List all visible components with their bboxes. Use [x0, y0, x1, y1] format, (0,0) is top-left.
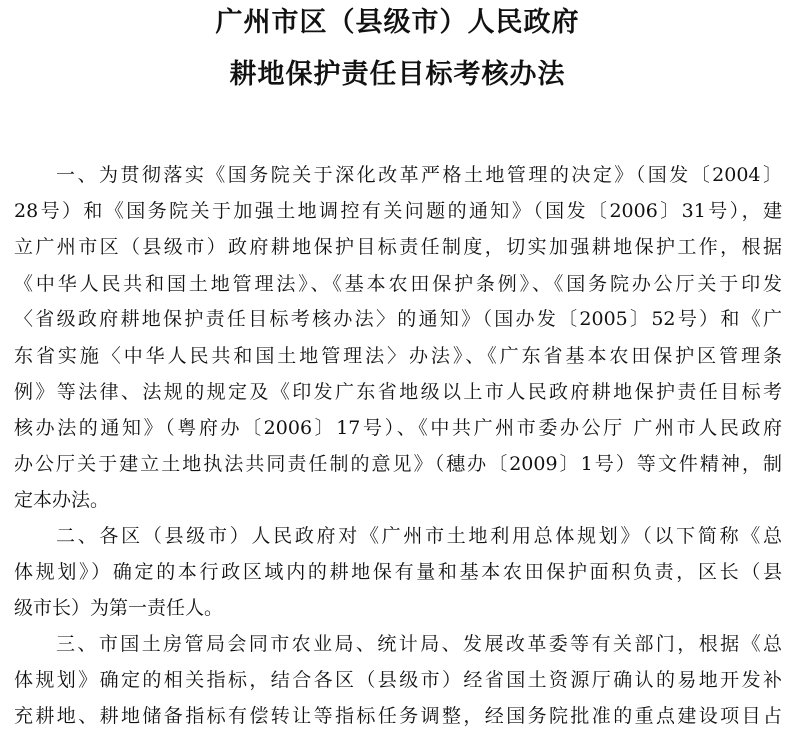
paragraph-2-line-2: 体规划》）确定的本行政区域内的耕地保有量和基本农田保护面积负责，区长（县: [14, 561, 782, 583]
document-title-line-1: 广州市区（县级市）人民政府: [215, 7, 580, 38]
paragraph-1-line-1: 一、为贯彻落实《国务院关于深化改革严格土地管理的决定》（国发〔2004〕: [56, 164, 782, 186]
paragraph-1-line-2: 28号）和《国务院关于加强土地调控有关问题的通知》（国发〔2006〕31号），建: [14, 200, 782, 222]
paragraph-1-line-5: 〈省级政府耕地保护责任目标考核办法〉的通知》（国办发〔2005〕52号）和《广: [14, 308, 782, 330]
paragraph-2-line-3: 级市长）为第一责任人。: [14, 597, 224, 619]
paragraph-1-line-4: 《中华人民共和国土地管理法》、《基本农田保护条例》、《国务院办公厅关于印发: [14, 273, 782, 295]
paragraph-1-line-6: 东省实施〈中华人民共和国土地管理法〉办法》、《广东省基本农田保护区管理条: [14, 345, 782, 367]
document-title-line-2: 耕地保护责任目标考核办法: [229, 59, 566, 90]
paragraph-3-line-2: 体规划》确定的相关指标，结合各区（县级市）经省国土资源厅确认的易地开发补: [14, 669, 782, 691]
paragraph-1-line-8: 核办法的通知》（粤府办〔2006〕17号）、《中共广州市委办公厅 广州市人民政府: [14, 417, 782, 439]
paragraph-1-line-9: 办公厅关于建立土地执法共同责任制的意见》（穗办〔2009〕1号）等文件精神，制: [14, 453, 782, 475]
paragraph-1-line-7: 例》等法律、法规的规定及《印发广东省地级以上市人民政府耕地保护责任目标考: [14, 381, 782, 403]
paragraph-1-line-10: 定本办法。: [14, 489, 110, 511]
paragraph-3-line-3: 充耕地、耕地储备指标有偿转让等指标任务调整，经国务院批准的重点建设项目占: [14, 705, 782, 727]
paragraph-1-line-3: 立广州市区（县级市）政府耕地保护目标责任制度，切实加强耕地保护工作，根据: [14, 236, 782, 258]
paragraph-3-line-1: 三、市国土房管局会同市农业局、统计局、发展改革委等有关部门，根据《总: [56, 633, 782, 655]
paragraph-2-line-1: 二、各区（县级市）人民政府对《广州市土地利用总体规划》（以下简称《总: [56, 525, 782, 547]
